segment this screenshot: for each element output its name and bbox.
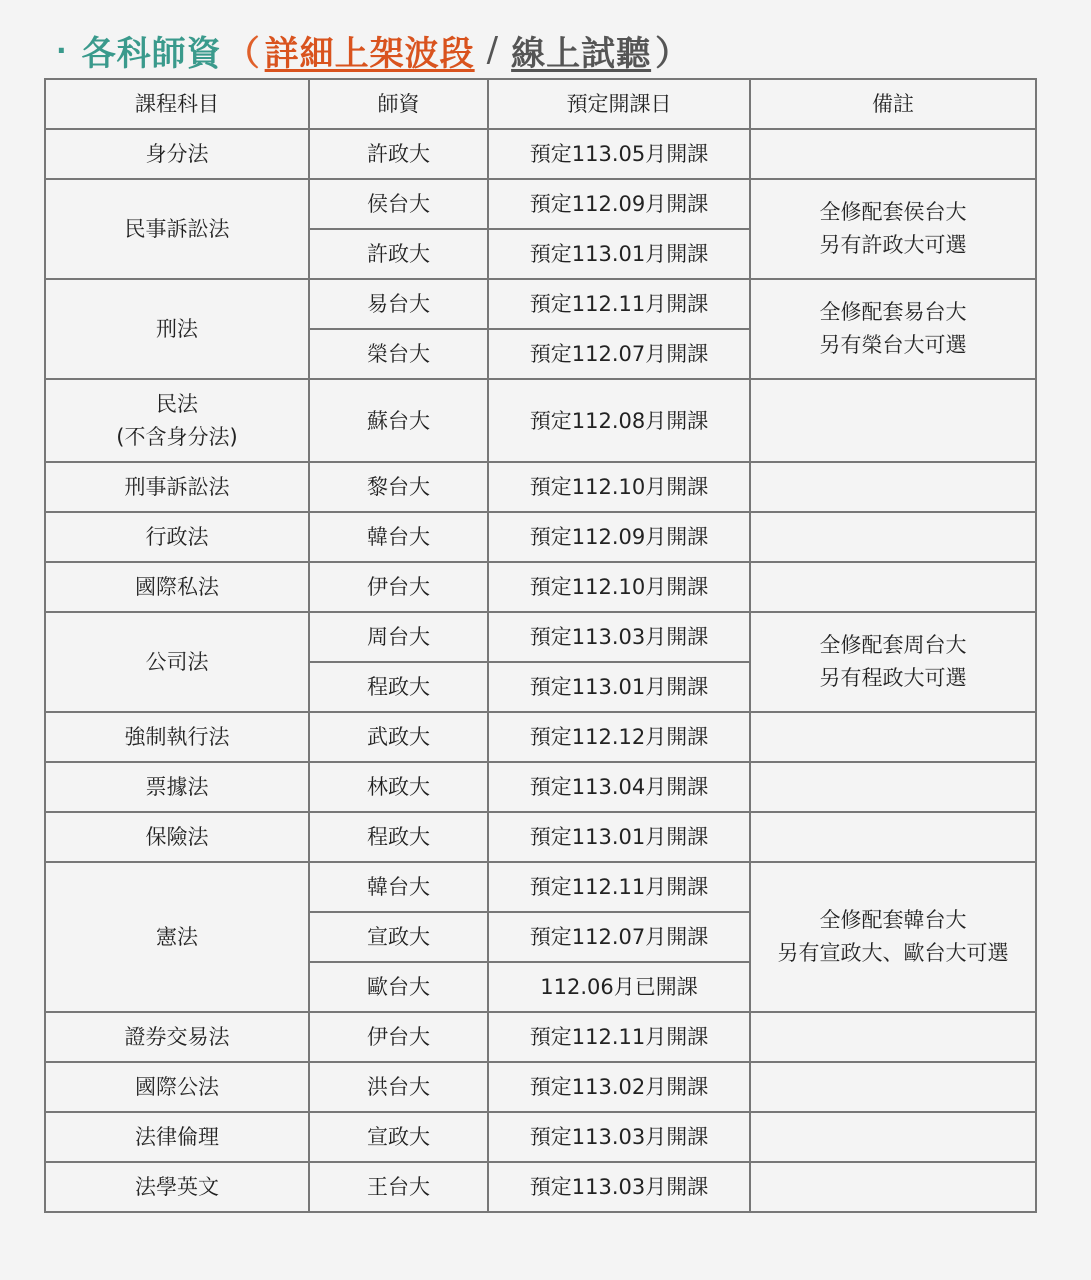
subject-cell: 民事訴訟法 bbox=[45, 179, 309, 279]
table-row bbox=[45, 1162, 1036, 1212]
table-row bbox=[45, 862, 1036, 912]
subject-cell: 刑事訴訟法 bbox=[45, 462, 309, 512]
bullet: · bbox=[56, 33, 68, 67]
date-cell: 預定113.01月開課 bbox=[488, 229, 750, 279]
date-cell: 預定113.01月開課 bbox=[488, 812, 750, 862]
subject-cell: 票據法 bbox=[45, 762, 309, 812]
subject-cell: 強制執行法 bbox=[45, 712, 309, 762]
teacher-cell: 伊台大 bbox=[309, 562, 488, 612]
teacher-cell: 歐台大 bbox=[309, 962, 488, 1012]
teacher-cell: 侯台大 bbox=[309, 179, 488, 229]
subject-cell: 憲法 bbox=[45, 862, 309, 1012]
teacher-cell: 韓台大 bbox=[309, 512, 488, 562]
table-row bbox=[45, 462, 1036, 512]
table-row bbox=[45, 129, 1036, 179]
header-date: 預定開課日 bbox=[488, 79, 750, 129]
note-cell bbox=[750, 1012, 1036, 1062]
open-paren: （ bbox=[225, 33, 261, 74]
note-cell bbox=[750, 379, 1036, 462]
subject-cell: 身分法 bbox=[45, 129, 309, 179]
date-cell: 預定112.08月開課 bbox=[488, 379, 750, 462]
teacher-cell: 韓台大 bbox=[309, 862, 488, 912]
subject-cell: 行政法 bbox=[45, 512, 309, 562]
table-row bbox=[45, 1012, 1036, 1062]
trial-link[interactable]: 線上試聽 bbox=[511, 33, 652, 74]
note-cell bbox=[750, 862, 1036, 1012]
table-header-row bbox=[45, 79, 1036, 129]
date-cell: 預定113.03月開課 bbox=[488, 1112, 750, 1162]
teacher-cell: 武政大 bbox=[309, 712, 488, 762]
table-row bbox=[45, 279, 1036, 329]
note-cell bbox=[750, 812, 1036, 862]
note-cell bbox=[750, 462, 1036, 512]
subject-cell: 國際私法 bbox=[45, 562, 309, 612]
table-row bbox=[45, 812, 1036, 862]
teacher-cell: 易台大 bbox=[309, 279, 488, 329]
subject-cell: 國際公法 bbox=[45, 1062, 309, 1112]
subject-cell: 法學英文 bbox=[45, 1162, 309, 1212]
teacher-cell: 周台大 bbox=[309, 612, 488, 662]
note-cell bbox=[750, 179, 1036, 279]
table-row bbox=[45, 612, 1036, 662]
subject-cell: 公司法 bbox=[45, 612, 309, 712]
date-cell: 預定112.11月開課 bbox=[488, 279, 750, 329]
note-cell bbox=[750, 1112, 1036, 1162]
teacher-cell: 宣政大 bbox=[309, 912, 488, 962]
teacher-cell: 許政大 bbox=[309, 229, 488, 279]
note-line: 另有程政大可選 bbox=[819, 666, 967, 690]
subject-cell bbox=[45, 379, 309, 462]
note-line: 全修配套易台大 bbox=[819, 300, 967, 324]
teacher-cell: 宣政大 bbox=[309, 1112, 488, 1162]
date-cell: 預定112.07月開課 bbox=[488, 329, 750, 379]
table-row bbox=[45, 1062, 1036, 1112]
note-cell bbox=[750, 279, 1036, 379]
subject-cell: 法律倫理 bbox=[45, 1112, 309, 1162]
date-cell: 預定113.05月開課 bbox=[488, 129, 750, 179]
teacher-cell: 伊台大 bbox=[309, 1012, 488, 1062]
header-subject: 課程科目 bbox=[45, 79, 309, 129]
table-row bbox=[45, 1112, 1036, 1162]
header-note: 備註 bbox=[750, 79, 1036, 129]
teacher-cell: 王台大 bbox=[309, 1162, 488, 1212]
table-row bbox=[45, 562, 1036, 612]
teacher-cell: 許政大 bbox=[309, 129, 488, 179]
note-cell bbox=[750, 762, 1036, 812]
note-line: 另有宣政大、歐台大可選 bbox=[777, 941, 1009, 965]
note-line: 另有許政大可選 bbox=[819, 233, 967, 257]
table-row bbox=[45, 179, 1036, 229]
date-cell: 預定113.01月開課 bbox=[488, 662, 750, 712]
teacher-cell: 黎台大 bbox=[309, 462, 488, 512]
subject-line: (不含身分法) bbox=[116, 424, 238, 449]
date-cell: 預定112.10月開課 bbox=[488, 462, 750, 512]
section-heading bbox=[56, 22, 690, 78]
note-cell bbox=[750, 129, 1036, 179]
note-line: 全修配套韓台大 bbox=[819, 908, 967, 932]
note-cell bbox=[750, 1162, 1036, 1212]
subject-line: 民法 bbox=[156, 391, 198, 416]
date-cell: 預定113.02月開課 bbox=[488, 1062, 750, 1112]
teacher-cell: 程政大 bbox=[309, 812, 488, 862]
teacher-cell: 程政大 bbox=[309, 662, 488, 712]
date-cell: 預定112.12月開課 bbox=[488, 712, 750, 762]
date-cell: 預定112.09月開課 bbox=[488, 179, 750, 229]
date-cell: 112.06月已開課 bbox=[488, 962, 750, 1012]
note-line: 全修配套侯台大 bbox=[819, 200, 967, 224]
teacher-cell: 洪台大 bbox=[309, 1062, 488, 1112]
teacher-table bbox=[44, 78, 1037, 1213]
link-separator: / bbox=[486, 30, 500, 70]
note-line: 全修配套周台大 bbox=[819, 633, 967, 657]
date-cell: 預定112.11月開課 bbox=[488, 1012, 750, 1062]
close-paren: ） bbox=[655, 33, 691, 74]
table-row bbox=[45, 512, 1036, 562]
date-cell: 預定112.09月開課 bbox=[488, 512, 750, 562]
date-cell: 預定113.04月開課 bbox=[488, 762, 750, 812]
header-teacher: 師資 bbox=[309, 79, 488, 129]
note-line: 另有榮台大可選 bbox=[819, 333, 967, 357]
subject-cell: 刑法 bbox=[45, 279, 309, 379]
table-row bbox=[45, 379, 1036, 462]
schedule-link[interactable]: 詳細上架波段 bbox=[264, 33, 475, 74]
table-row bbox=[45, 712, 1036, 762]
note-cell bbox=[750, 1062, 1036, 1112]
date-cell: 預定112.07月開課 bbox=[488, 912, 750, 962]
note-cell bbox=[750, 712, 1036, 762]
note-cell bbox=[750, 612, 1036, 712]
teacher-cell: 林政大 bbox=[309, 762, 488, 812]
subject-cell: 證券交易法 bbox=[45, 1012, 309, 1062]
teacher-cell: 榮台大 bbox=[309, 329, 488, 379]
note-cell bbox=[750, 562, 1036, 612]
subject-cell: 保險法 bbox=[45, 812, 309, 862]
date-cell: 預定112.11月開課 bbox=[488, 862, 750, 912]
teacher-cell: 蘇台大 bbox=[309, 379, 488, 462]
heading-title: 各科師資 bbox=[81, 33, 222, 74]
date-cell: 預定113.03月開課 bbox=[488, 1162, 750, 1212]
note-cell bbox=[750, 512, 1036, 562]
table-row bbox=[45, 762, 1036, 812]
date-cell: 預定112.10月開課 bbox=[488, 562, 750, 612]
date-cell: 預定113.03月開課 bbox=[488, 612, 750, 662]
